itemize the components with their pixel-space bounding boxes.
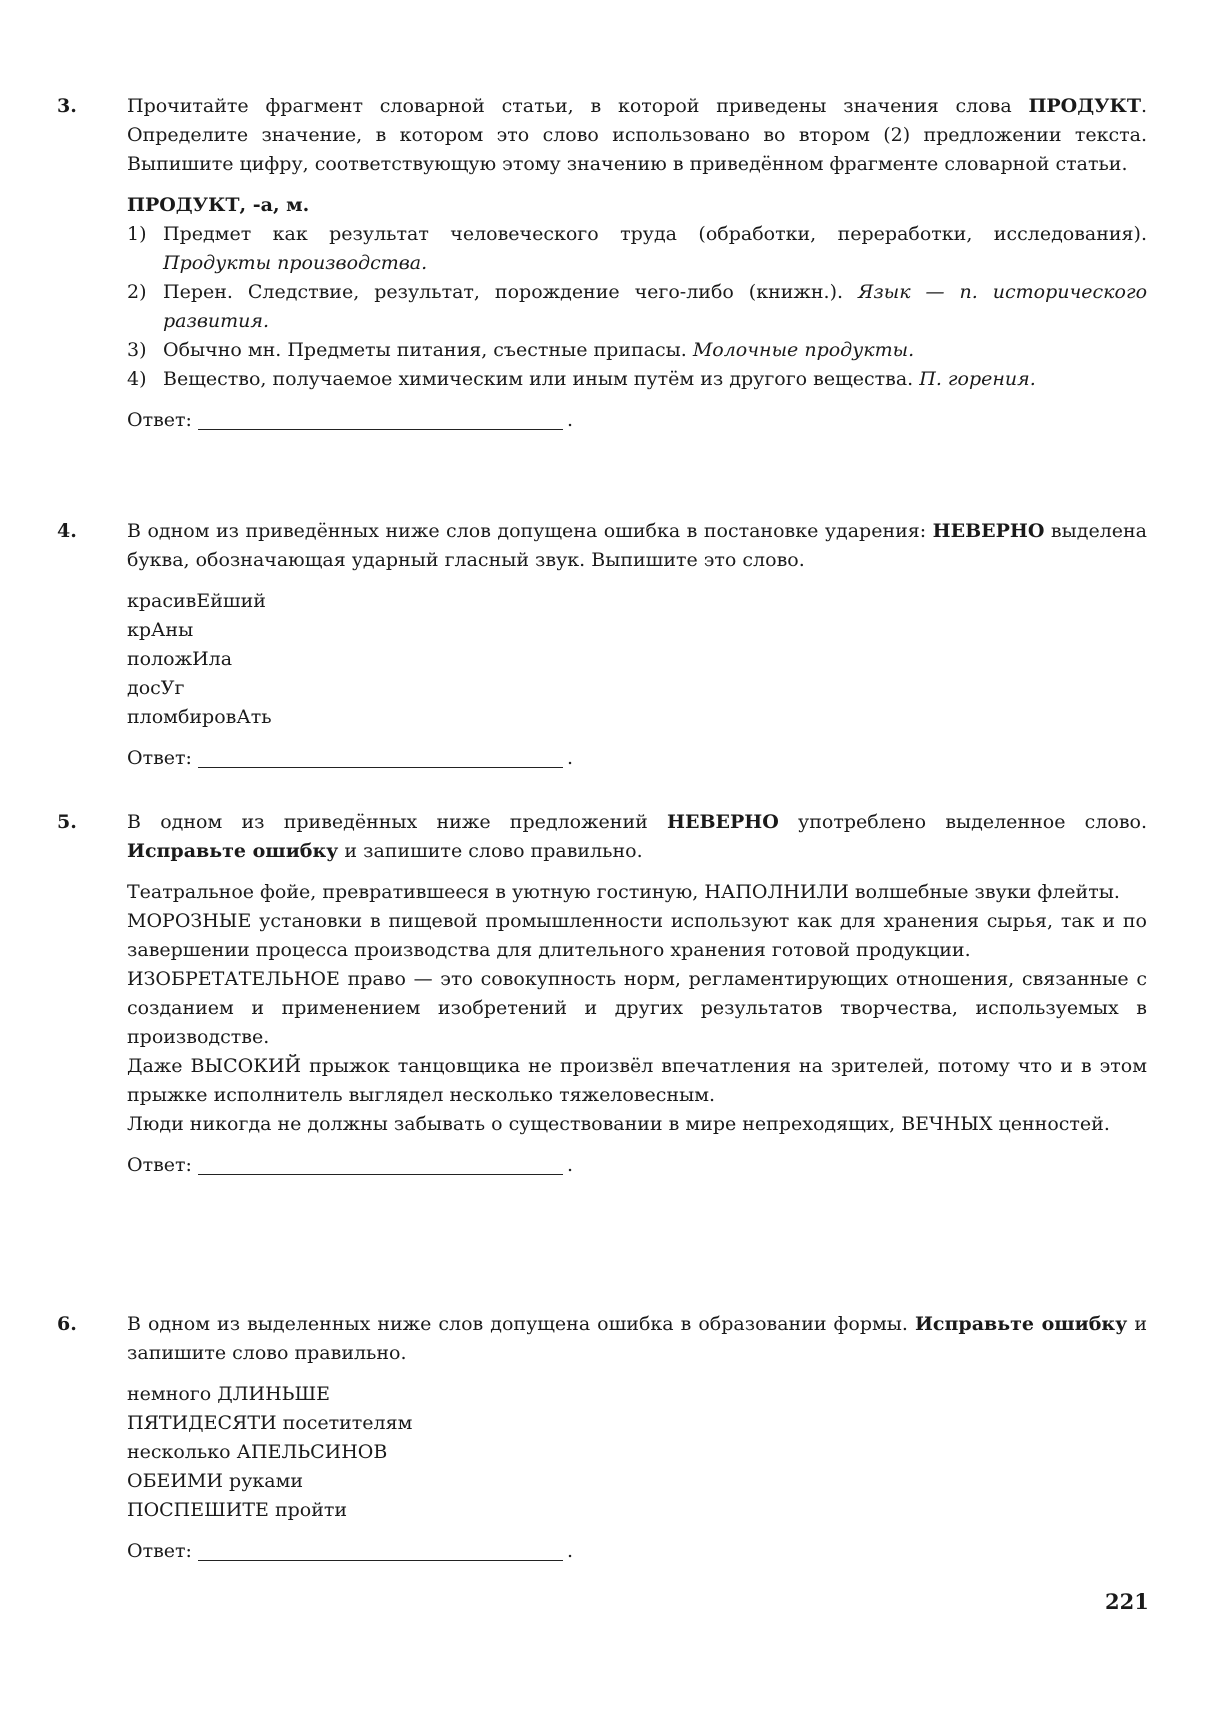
answer-line[interactable] (198, 747, 563, 768)
answer-field[interactable]: Ответ: . (127, 1540, 573, 1562)
definition-item: 2) Перен. Следствие, результат, порождение чего-либо (книжн.). Язык — п. исторического развития. (127, 281, 1148, 332)
dictionary-headword: ПРОДУКТ, -а, м. (127, 194, 310, 216)
task-body (127, 92, 1147, 435)
definition-item: 1) Предмет как результат человеческого труда (обработки, переработки, исследования). Продукты производства. (127, 223, 1147, 274)
sentence-item: Люди никогда не должны забывать о существовании в мире непреходящих, ВЕЧНЫХ ценностей. (127, 1113, 1110, 1135)
phrase-item: ОБЕИМИ руками (127, 1470, 304, 1492)
word-item: крАны (127, 619, 194, 641)
answer-field[interactable]: Ответ: . (127, 1154, 573, 1176)
answer-line[interactable] (198, 1540, 563, 1561)
word-item: красивЕйший (127, 590, 266, 612)
task-instruction: В одном из приведённых ниже предложений НЕВЕРНО употреблено выделенное слово. Исправьте ошибку и запишите слово правильно. (127, 811, 1148, 862)
answer-line[interactable] (198, 409, 563, 430)
task-instruction: В одном из приведённых ниже слов допущена ошибка в постановке ударения: НЕВЕРНО выделена буква, обозначающая ударный гласный звук. Выпишите это слово. (127, 520, 1147, 571)
word-item: положИла (127, 648, 233, 670)
page-number: 221 (1105, 1589, 1149, 1614)
task-number: 3. (57, 95, 77, 117)
answer-line[interactable] (198, 1154, 563, 1175)
word-item: досУг (127, 677, 185, 699)
task-instruction: Прочитайте фрагмент словарной статьи, в которой приведены значения слова ПРОДУКТ. Определите значение, в котором это слово использовано во втором (2) предложении текста. Выпишите цифру, соответствующую этому значению в приведённом фрагменте словарной статьи. (127, 95, 1147, 175)
phrase-item: несколько АПЕЛЬСИНОВ (127, 1441, 388, 1463)
task-body (127, 808, 1147, 1180)
task-number: 4. (57, 520, 77, 542)
phrase-item: ПОСПЕШИТЕ пройти (127, 1499, 348, 1521)
word-item: пломбировАть (127, 706, 272, 728)
sentence-item: Даже ВЫСОКИЙ прыжок танцовщика не произвёл впечатления на зрителей, потому что и в этом прыжке исполнитель выглядел несколько тяжеловесным. (127, 1055, 1147, 1106)
sentence-item: Театральное фойе, превратившееся в уютную гостиную, НАПОЛНИЛИ волшебные звуки флейты. (127, 881, 1120, 903)
task-number: 5. (57, 811, 77, 833)
answer-field[interactable]: Ответ: . (127, 747, 573, 769)
phrase-item: ПЯТИДЕСЯТИ посетителям (127, 1412, 413, 1434)
task-body (127, 1310, 1147, 1566)
phrase-item: немного ДЛИНЬШЕ (127, 1383, 331, 1405)
sentence-item: ИЗОБРЕТАТЕЛЬНОЕ право — это совокупность норм, регламентирующих отношения, связанные с созданием и применением изобретений и других результатов творчества, используемых в производстве. (127, 968, 1147, 1048)
answer-field[interactable]: Ответ: . (127, 409, 573, 431)
task-body (127, 517, 1147, 773)
definition-item: 4) Вещество, получаемое химическим или иным путём из другого вещества. П. горения. (127, 368, 1036, 390)
definition-item: 3) Обычно мн. Предметы питания, съестные припасы. Молочные продукты. (127, 339, 915, 361)
task-number: 6. (57, 1313, 77, 1335)
task-instruction: В одном из выделенных ниже слов допущена ошибка в образовании формы. Исправьте ошибку и запишите слово правильно. (127, 1313, 1147, 1364)
sentence-item: МОРОЗНЫЕ установки в пищевой промышленности используют как для хранения сырья, так и по завершении процесса производства для длительного хранения готовой продукции. (127, 910, 1147, 961)
